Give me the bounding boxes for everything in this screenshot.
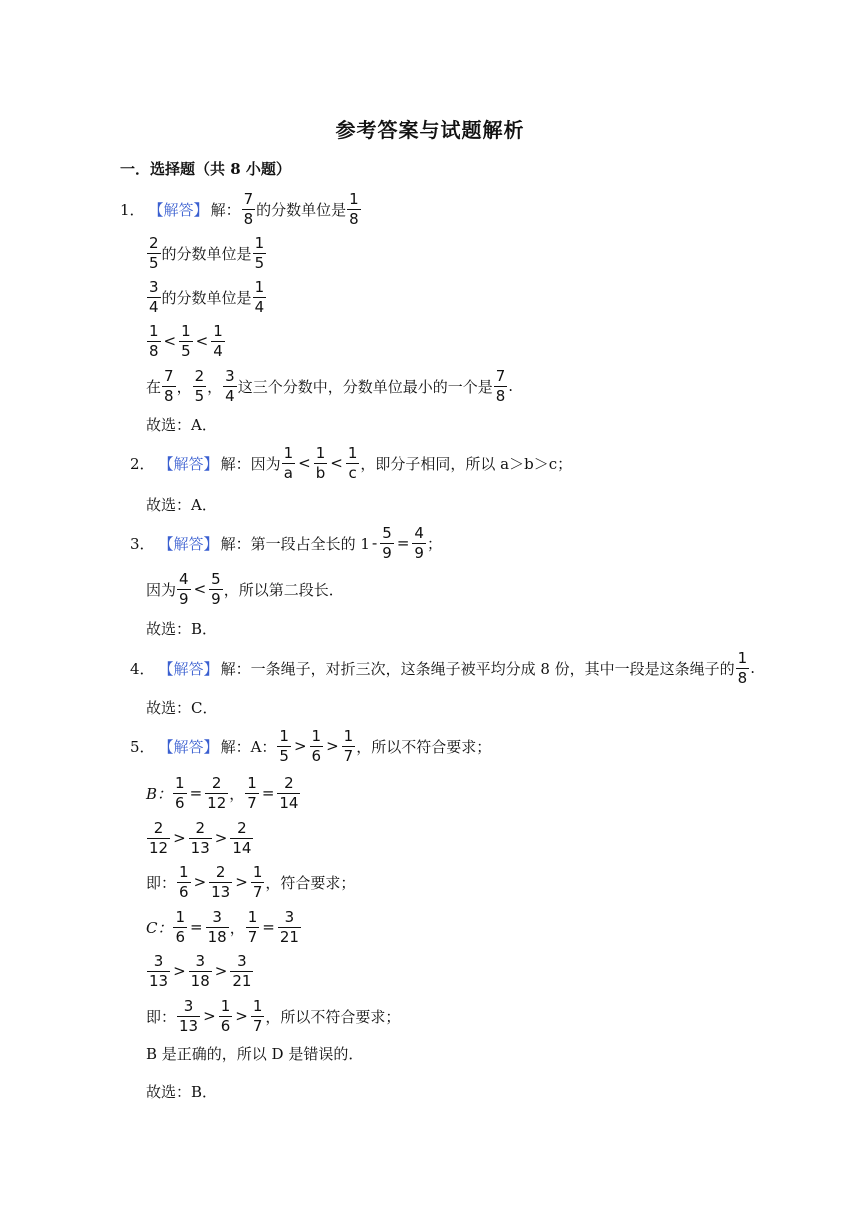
numerator: 1 (252, 862, 263, 881)
numerator: 3 (183, 996, 194, 1015)
text: . (508, 377, 514, 395)
numerator: 2 (284, 773, 294, 792)
page-title: 参考答案与试题解析 (335, 118, 525, 142)
q3-answer (146, 606, 217, 650)
denominator: 5 (194, 386, 205, 405)
fraction (253, 279, 267, 316)
q5-line-3 (146, 816, 254, 860)
greater-than: > (214, 829, 228, 847)
numerator: 1 (179, 862, 189, 881)
numerator: 7 (243, 189, 254, 208)
q2-answer (146, 482, 217, 526)
greater-than: > (293, 737, 307, 755)
numerator: 1 (315, 443, 326, 462)
fraction (209, 571, 223, 608)
greater-than: > (235, 873, 248, 891)
equals: = (190, 918, 203, 936)
denominator: 13 (190, 838, 210, 857)
text: . (750, 659, 755, 677)
answer-text: 故选：C． (146, 698, 218, 717)
fraction (380, 525, 394, 562)
less-than: < (298, 454, 311, 472)
numerator: 3 (149, 277, 159, 296)
question-number: 5． (130, 737, 155, 756)
question-number: 4． (130, 659, 155, 678)
fraction (173, 775, 187, 812)
text: C： (146, 918, 173, 937)
fraction (193, 368, 207, 405)
q5-answer (146, 1069, 217, 1113)
denominator: 7 (252, 882, 263, 901)
text: 解：A： (220, 737, 277, 756)
denominator: 5 (149, 253, 159, 272)
fraction (494, 368, 508, 405)
denominator: 4 (254, 297, 265, 316)
fraction (310, 728, 324, 765)
denominator: 18 (207, 927, 227, 946)
text: 解： (210, 200, 241, 219)
fraction (347, 191, 361, 228)
numerator: 7 (164, 366, 174, 385)
text: ，所以第二段长． (223, 580, 344, 599)
fraction (251, 864, 265, 901)
denominator: 14 (279, 793, 299, 812)
less-than: < (163, 332, 177, 350)
answer-text: 故选：B． (146, 619, 218, 638)
fraction (189, 953, 212, 990)
fraction (147, 820, 170, 857)
numerator: 1 (254, 233, 265, 252)
denominator: a (283, 463, 293, 482)
denominator: 14 (232, 838, 252, 857)
fraction (147, 953, 170, 990)
q1-line-3 (146, 275, 267, 319)
fraction (177, 998, 200, 1035)
denominator: 5 (181, 341, 191, 360)
denominator: c (348, 463, 357, 482)
q4-line-1 (130, 646, 755, 690)
fraction (314, 445, 328, 482)
numerator: 1 (311, 726, 322, 745)
q5-line-4 (146, 860, 355, 904)
fraction (147, 323, 161, 360)
denominator: b (315, 463, 326, 482)
answer-text: 故选：A． (146, 495, 217, 514)
answer-text: 故选：B． (146, 1082, 218, 1101)
numerator: 3 (195, 951, 205, 970)
text: ，所以不符合要求； (265, 1007, 401, 1026)
q1-answer (146, 402, 217, 446)
fraction (162, 368, 176, 405)
fraction (211, 323, 225, 360)
q5-line-6 (146, 949, 254, 993)
less-than: < (330, 454, 343, 472)
text: 解：一条绳子，对折三次，这条绳子被平均分成 8 份，其中一段是这条绳子的 (220, 659, 735, 678)
section-heading: 一．选择题（共 8 小题） (120, 160, 291, 178)
denominator: 4 (213, 341, 223, 360)
text: ，符合要求； (265, 873, 356, 892)
denominator: 6 (311, 746, 322, 765)
numerator: 1 (149, 321, 159, 340)
text: ， (229, 918, 245, 937)
greater-than: > (326, 737, 339, 755)
text: 解：第一段占全长的 1 (220, 534, 370, 553)
numerator: 3 (225, 366, 235, 385)
fraction (209, 864, 232, 901)
fraction (223, 368, 237, 405)
text: ， (176, 377, 192, 396)
fraction (179, 323, 193, 360)
answer-tag: 【解答】 (158, 737, 219, 756)
numerator: 1 (247, 907, 258, 926)
numerator: 2 (153, 818, 164, 837)
denominator: 13 (211, 882, 231, 901)
text: ； (426, 534, 442, 553)
text: 的分数单位是 (161, 288, 252, 307)
denominator: 21 (232, 971, 252, 990)
numerator: 3 (237, 951, 247, 970)
numerator: 1 (175, 907, 186, 926)
greater-than: > (235, 1007, 248, 1025)
denominator: 9 (179, 589, 189, 608)
text: 的分数单位是 (161, 244, 252, 263)
text: ， (207, 377, 223, 396)
fraction (205, 775, 228, 812)
denominator: 13 (149, 971, 169, 990)
fraction (206, 909, 229, 946)
fraction (147, 279, 161, 316)
q4-answer (146, 685, 217, 729)
fraction (230, 820, 253, 857)
denominator: 8 (243, 209, 254, 228)
fraction (177, 571, 191, 608)
numerator: 1 (252, 996, 263, 1015)
text: B： (146, 784, 173, 803)
answer-tag: 【解答】 (148, 200, 209, 219)
fraction (230, 953, 253, 990)
minus: - (371, 534, 378, 552)
fraction (147, 235, 161, 272)
denominator: 12 (149, 838, 169, 857)
denominator: 5 (279, 746, 289, 765)
fraction (253, 235, 267, 272)
answer-tag: 【解答】 (158, 534, 219, 553)
equals: = (189, 784, 203, 802)
q3-line-2 (146, 567, 344, 611)
denominator: 8 (149, 341, 159, 360)
denominator: 7 (343, 746, 354, 765)
text: ，所以不符合要求； (356, 737, 492, 756)
numerator: 2 (215, 862, 226, 881)
question-number: 1． (120, 200, 145, 219)
text: ，即分子相同，所以 a＞b＞c； (360, 454, 573, 473)
denominator: 7 (247, 793, 257, 812)
fraction (346, 445, 360, 482)
greater-than: > (214, 962, 228, 980)
numerator: 1 (347, 443, 358, 462)
fraction (278, 909, 301, 946)
numerator: 4 (179, 569, 189, 588)
equals: = (262, 918, 275, 936)
denominator: 8 (164, 386, 174, 405)
numerator: 3 (153, 951, 164, 970)
numerator: 5 (211, 569, 221, 588)
fraction (219, 998, 233, 1035)
q3-line-1 (130, 521, 442, 565)
q1-line-4 (146, 319, 226, 363)
fraction (277, 728, 291, 765)
numerator: 1 (737, 648, 748, 667)
numerator: 7 (495, 366, 506, 385)
q5-line-5 (146, 905, 302, 949)
fraction (277, 775, 300, 812)
fraction (282, 445, 296, 482)
equals: = (396, 534, 410, 552)
numerator: 2 (195, 818, 205, 837)
denominator: 21 (279, 927, 299, 946)
text: 解：因为 (220, 454, 281, 473)
conclusion-text: B 是正确的，所以 D 是错误的． (146, 1044, 364, 1063)
denominator: 8 (737, 668, 748, 687)
numerator: 1 (283, 443, 294, 462)
fraction (342, 728, 356, 765)
denominator: 13 (179, 1016, 199, 1035)
q5-line-1 (130, 724, 491, 768)
answer-tag: 【解答】 (158, 454, 219, 473)
text: 因为 (146, 580, 177, 599)
numerator: 2 (211, 773, 222, 792)
denominator: 9 (382, 543, 392, 562)
denominator: 6 (175, 793, 185, 812)
denominator: 4 (149, 297, 159, 316)
text: ， (229, 784, 245, 803)
denominator: 12 (207, 793, 227, 812)
numerator: 1 (343, 726, 354, 745)
numerator: 2 (149, 233, 159, 252)
denominator: 8 (495, 386, 506, 405)
text: 这三个分数中，分数单位最小的一个是 (237, 377, 493, 396)
q5-line-2 (146, 771, 301, 815)
numerator: 1 (213, 321, 223, 340)
q2-line-1 (130, 441, 572, 485)
denominator: 6 (179, 882, 189, 901)
denominator: 8 (349, 209, 359, 228)
denominator: 4 (225, 386, 235, 405)
numerator: 5 (382, 523, 392, 542)
q1-line-2 (146, 231, 267, 275)
fraction (245, 775, 259, 812)
numerator: 3 (284, 907, 295, 926)
numerator: 1 (220, 996, 231, 1015)
numerator: 3 (212, 907, 222, 926)
q1-line-1 (120, 187, 362, 231)
fraction (246, 909, 260, 946)
equals: = (261, 784, 275, 802)
text: 在 (146, 377, 162, 396)
numerator: 1 (254, 277, 265, 296)
fraction (189, 820, 212, 857)
greater-than: > (203, 1007, 216, 1025)
text: 即： (146, 873, 177, 892)
text: 即： (146, 1007, 177, 1026)
numerator: 1 (181, 321, 191, 340)
denominator: 6 (220, 1016, 231, 1035)
greater-than: > (193, 873, 207, 891)
numerator: 1 (247, 773, 257, 792)
fraction (412, 525, 426, 562)
answer-text: 故选：A． (146, 415, 217, 434)
question-number: 2． (130, 454, 155, 473)
numerator: 1 (349, 189, 359, 208)
text: 的分数单位是 (256, 200, 347, 219)
numerator: 1 (279, 726, 289, 745)
fraction (173, 909, 187, 946)
numerator: 1 (175, 773, 185, 792)
denominator: 9 (211, 589, 221, 608)
numerator: 2 (194, 366, 205, 385)
fraction (736, 650, 750, 687)
fraction (251, 998, 265, 1035)
less-than: < (193, 580, 207, 598)
denominator: 5 (254, 253, 265, 272)
greater-than: > (173, 829, 186, 847)
greater-than: > (173, 962, 186, 980)
denominator: 7 (247, 927, 258, 946)
denominator: 9 (414, 543, 424, 562)
denominator: 7 (252, 1016, 263, 1035)
denominator: 6 (175, 927, 186, 946)
denominator: 18 (190, 971, 210, 990)
answer-tag: 【解答】 (158, 659, 219, 678)
question-number: 3． (130, 534, 155, 553)
fraction (177, 864, 191, 901)
fraction (242, 191, 256, 228)
less-than: < (195, 332, 209, 350)
numerator: 4 (414, 523, 424, 542)
numerator: 2 (237, 818, 247, 837)
